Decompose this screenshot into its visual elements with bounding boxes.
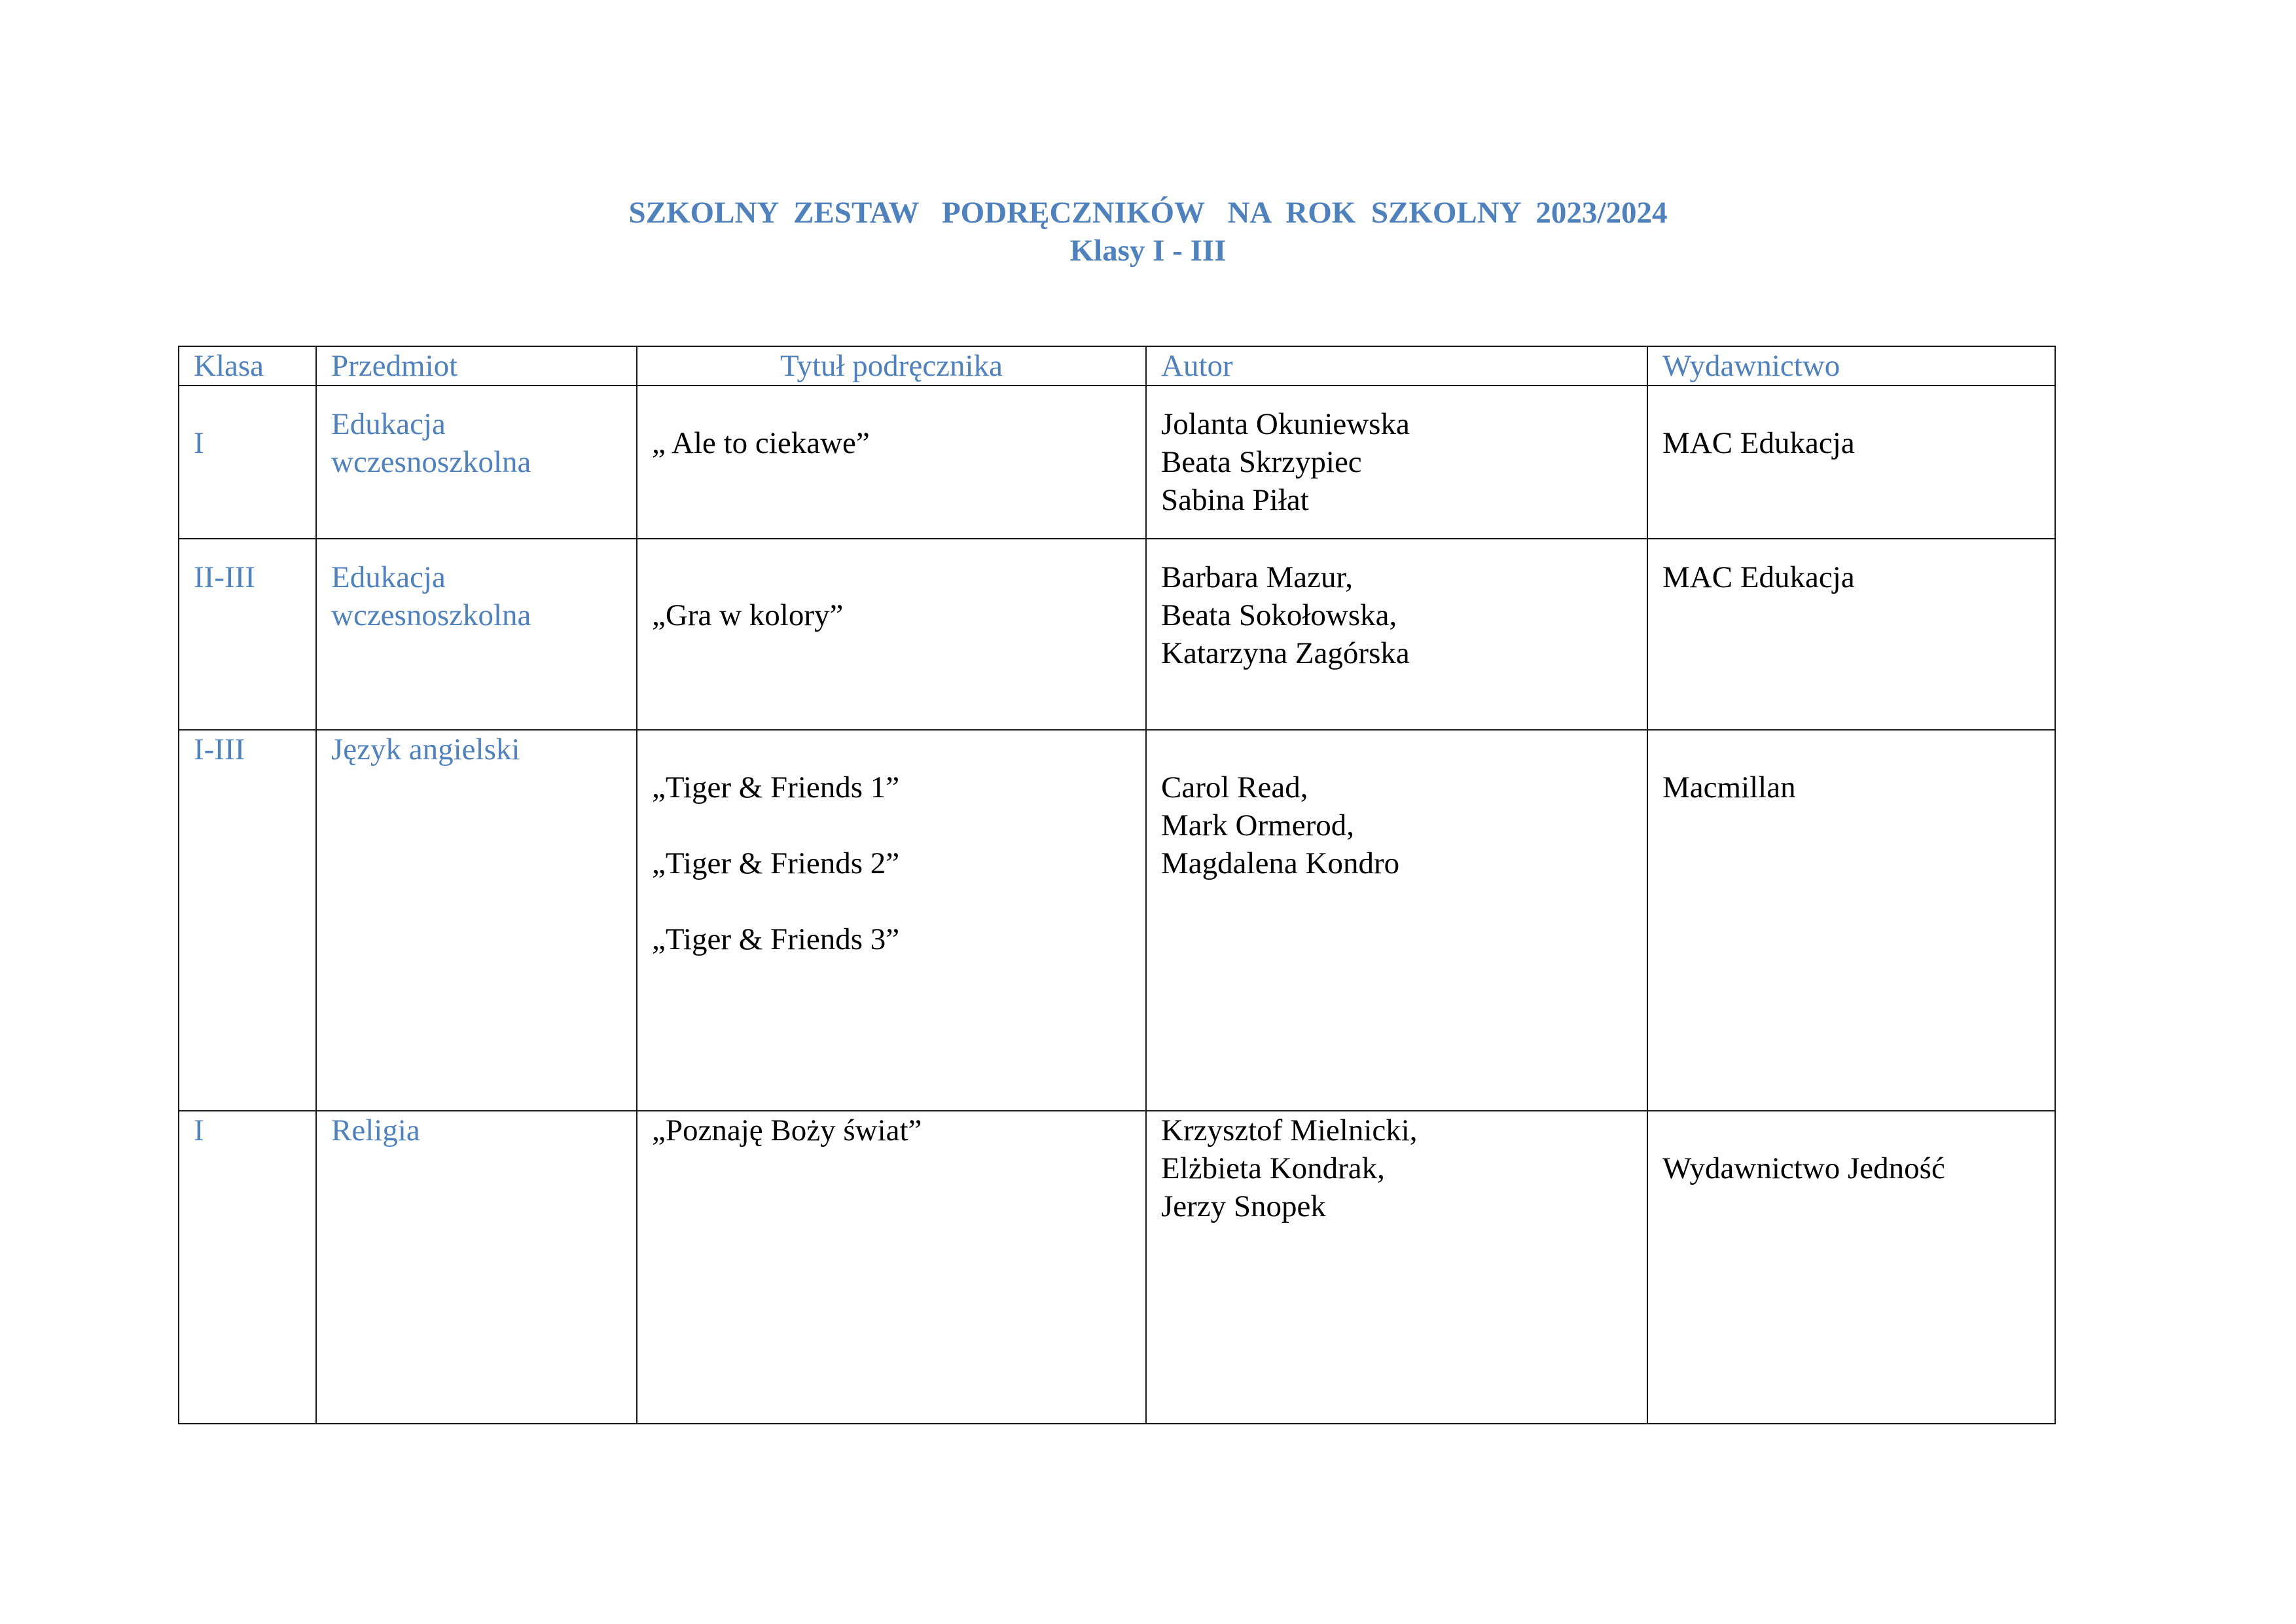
cell-autor: Barbara Mazur, Beata Sokołowska, Katarzyna Zagórska <box>1146 539 1647 730</box>
cell-przedmiot: Język angielski <box>316 730 637 1111</box>
cell-klasa: II-III <box>179 539 316 730</box>
cell-tytul: „Poznaję Boży świat” <box>637 1111 1146 1424</box>
cell-autor: Carol Read, Mark Ormerod, Magdalena Kondro <box>1146 730 1647 1111</box>
header-klasa: Klasa <box>179 346 316 386</box>
cell-przedmiot: Edukacja wczesnoszkolna <box>316 539 637 730</box>
cell-przedmiot: Edukacja wczesnoszkolna <box>316 386 637 539</box>
cell-klasa: I <box>179 1111 316 1424</box>
cell-wydawnictwo: MAC Edukacja <box>1647 539 2055 730</box>
header-tytul: Tytuł podręcznika <box>637 346 1146 386</box>
table-row <box>179 1111 2055 1424</box>
header-autor: Autor <box>1146 346 1647 386</box>
cell-wydawnictwo: Macmillan <box>1647 730 2055 1111</box>
table-row <box>179 386 2055 539</box>
cell-klasa: I <box>179 386 316 539</box>
cell-tytul: „Tiger & Friends 1” „Tiger & Friends 2” „Tiger & Friends 3” <box>637 730 1146 1111</box>
cell-autor: Jolanta Okuniewska Beata Skrzypiec Sabina Piłat <box>1146 386 1647 539</box>
header-przedmiot: Przedmiot <box>316 346 637 386</box>
table-row <box>179 539 2055 730</box>
table-header-row <box>179 346 2055 386</box>
cell-tytul: „Gra w kolory” <box>637 539 1146 730</box>
cell-tytul: „ Ale to ciekawe” <box>637 386 1146 539</box>
cell-wydawnictwo: MAC Edukacja <box>1647 386 2055 539</box>
page-title: SZKOLNY ZESTAW PODRĘCZNIKÓW NA ROK SZKOLNY 2023/2024 <box>628 196 1668 230</box>
cell-przedmiot: Religia <box>316 1111 637 1424</box>
cell-wydawnictwo: Wydawnictwo Jedność <box>1647 1111 2055 1424</box>
header-wydawnictwo: Wydawnictwo <box>1647 346 2055 386</box>
cell-klasa: I-III <box>179 730 316 1111</box>
table-row <box>179 730 2055 1111</box>
textbook-table <box>178 346 2056 1424</box>
cell-autor: Krzysztof Mielnicki, Elżbieta Kondrak, Jerzy Snopek <box>1146 1111 1647 1424</box>
page-subtitle: Klasy I - III <box>1069 234 1227 268</box>
